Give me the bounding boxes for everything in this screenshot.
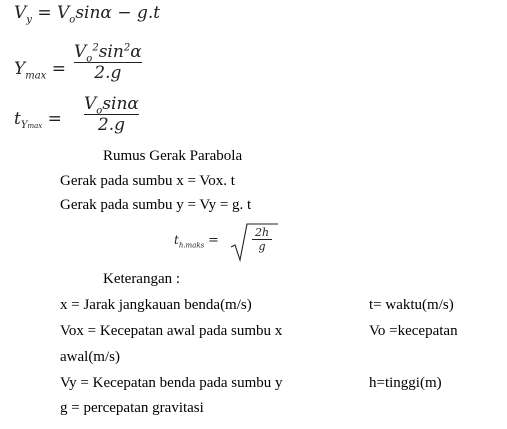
tymax-denominator: 2.g	[97, 115, 125, 135]
formula-ymax-lhs: $Y_{max}$ =	[14, 59, 66, 82]
keterangan-row1-left: x = Jarak jangkauan benda(m/s)	[60, 297, 252, 313]
thmaks-numerator: 2h	[254, 226, 270, 239]
keterangan-title: Keterangan :	[103, 271, 181, 287]
formula-ymax-fraction	[74, 42, 142, 83]
keterangan-row2-right: Vo =kecepatan	[369, 323, 458, 339]
formula-thmaks-lhs: $t_{h.maks}$ =	[174, 233, 219, 250]
vy-lhs: $V_y$	[14, 3, 32, 26]
tymax-numerator: $V_o\sin\alpha$	[84, 94, 139, 117]
keterangan-row1-right: t= waktu(m/s)	[369, 297, 454, 313]
keterangan-row3-right: h=tinggi(m)	[369, 375, 442, 391]
keterangan-row2-left: Vox = Kecepatan awal pada sumbu x	[60, 323, 283, 339]
formula-thmaks-fraction	[252, 226, 272, 253]
line-sumbu-y: Gerak pada sumbu y = Vy = g. t	[60, 197, 252, 213]
keterangan-row2-wrap: awal(m/s)	[60, 349, 120, 365]
section-heading: Rumus Gerak Parabola	[103, 148, 243, 164]
keterangan-row3-left: Vy = Kecepatan benda pada sumbu y	[60, 375, 283, 391]
line-sumbu-x: Gerak pada sumbu x = Vox. t	[60, 173, 235, 189]
ymax-numerator: $V_o^2\sin^2\alpha$	[74, 42, 142, 65]
formula-vy: $V_y = V_o\sin\alpha - g.t$	[14, 3, 161, 26]
formula-tymax-fraction	[84, 94, 139, 135]
ymax-denominator: 2.g	[94, 63, 122, 83]
formula-tymax-lhs: $t_{Ymax}$ =	[14, 109, 62, 132]
keterangan-row4-left: g = percepatan gravitasi	[60, 400, 204, 416]
thmaks-denominator: g	[258, 240, 266, 253]
